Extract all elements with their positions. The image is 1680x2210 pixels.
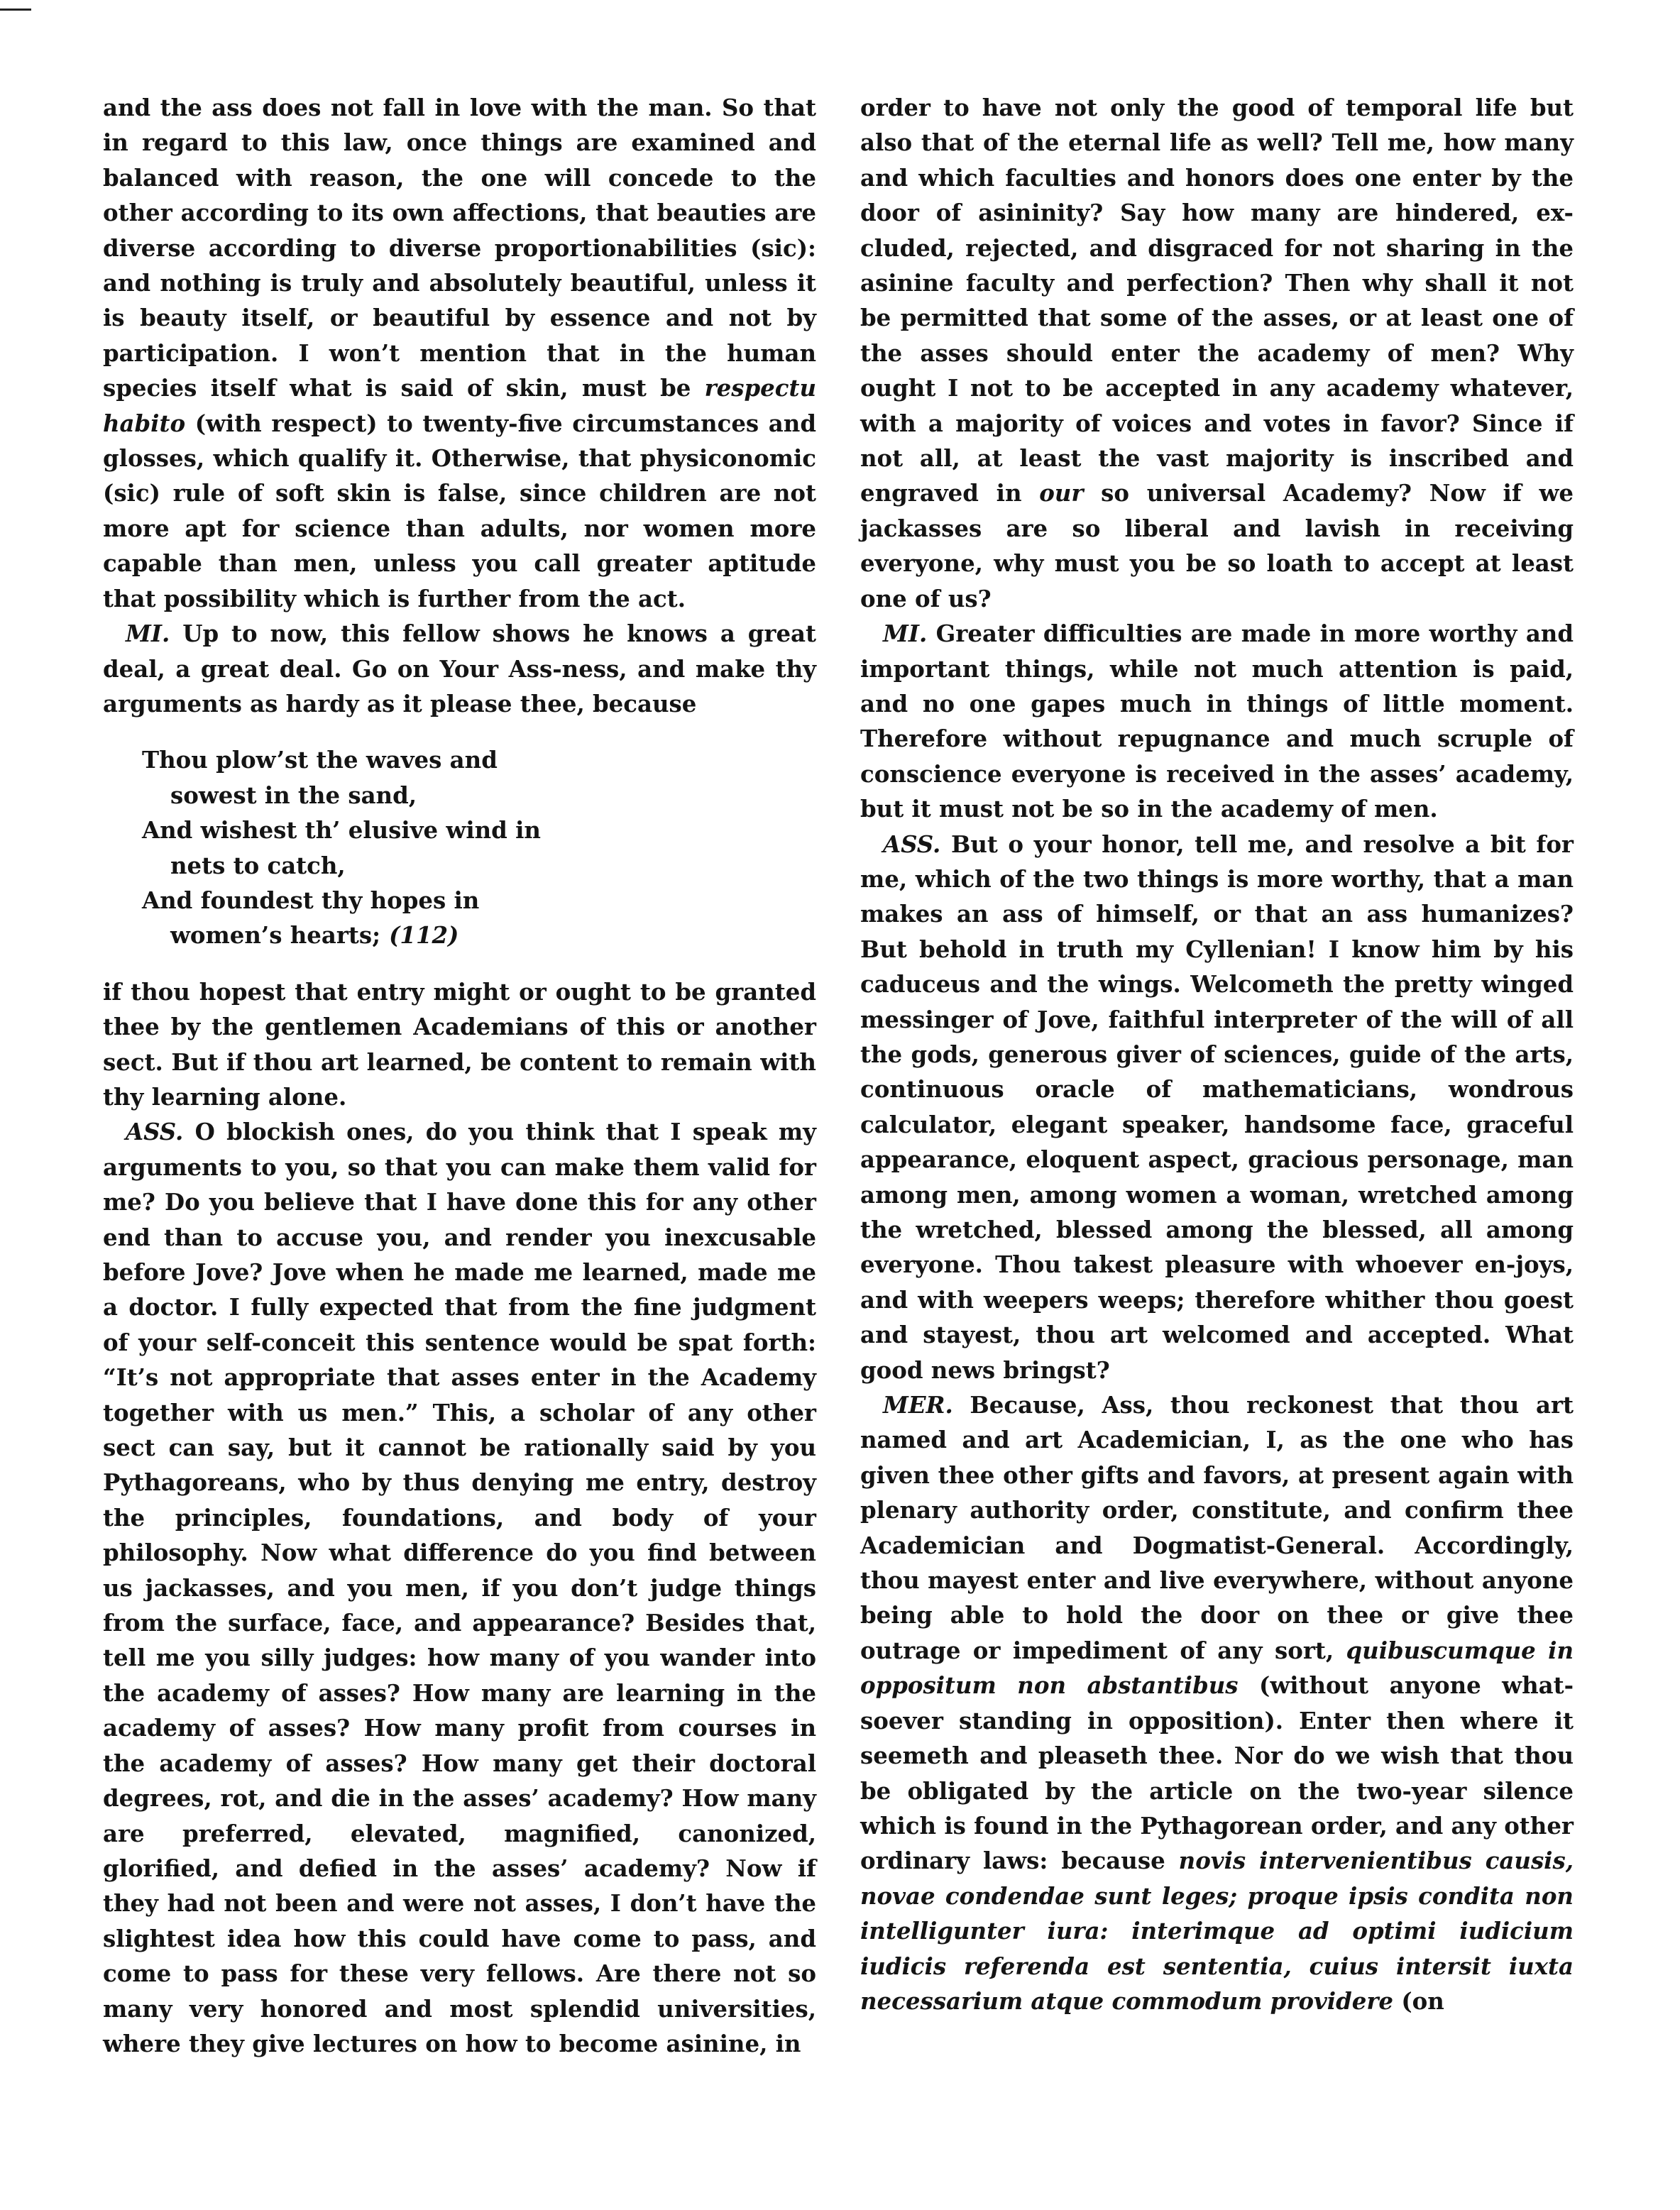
verse-line: Thou plow’st the waves and xyxy=(142,747,498,774)
paragraph-text: order to have not only the good of temporal life but also that of the eternal life as well? Tell me, how many and which faculties and honors does one enter by the door of asininity? Say how many are hindered, ex-cluded, rejected, and disgraced for not sharing in the asinine faculty and perfection? Then why shall it not be permitted that some of the asses, or at least one of the asses should enter the academy of men? Why ought I not to be accepted in any academy whatever, with a majority of voices and votes in favor? Since if not all, at least the vast majority is inscribed and engraved in xyxy=(860,94,1574,507)
verse-line-with-ref xyxy=(103,918,816,953)
verse-line: sowest in the sand, xyxy=(170,781,417,809)
speaker-label: ASS. xyxy=(126,1118,184,1146)
paragraph-text: Greater difficulties are made in more worthy and important things, while not much attention is paid, and no one gapes much in things of little moment. Therefore without repugnance and much scruple of conscience everyone is received in the asses’ academy, but it must not be so in the academy of men. xyxy=(860,620,1574,823)
left-column xyxy=(103,91,816,2062)
footnote-reference: (112) xyxy=(389,922,459,950)
speaker-label: MI. xyxy=(126,620,170,648)
paragraph xyxy=(860,617,1574,827)
paragraph-text: and the ass does not fall in love with the man. So that in regard to this law, once things are examined and balanced with reason, the one will concede to the other according to its own affections, that beauties are diverse according to diverse proportionabilities (sic): and nothing is truly and absolutely beautiful, unless it is beauty itself, or beautiful by essence and not by participation. I won’t mention that in the human species itself what is said of skin, must be xyxy=(103,94,816,402)
paragraph-text: (without anyone what-soever standing in opposition). Enter then where it seemeth and pleaseth thee. Nor do we wish that thou be obligated by the article on the two-year silence which is found in the Pythagorean order, and any other ordinary laws: because xyxy=(860,1672,1574,1875)
paragraph-text: But o your honor, tell me, and resolve a bit for me, which of the two things is more worthy, that a man makes an ass of himself, or that an ass humanizes? But behold in truth my Cyllenian! I know him by his caduceus and the wings. Welcometh the pretty winged messinger of Jove, faithful interpreter of the will of all the gods, generous giver of sciences, guide of the arts, continuous oracle of mathematicians, wondrous calculator, elegant speaker, handsome face, graceful appearance, eloquent aspect, gracious personage, man among men, among women a woman, wretched among the wretched, blessed among the blessed, all among everyone. Thou takest pleasure with whoever en-joys, and with weepers weeps; therefore whither thou goest and stayest, thou art welcomed and accepted. What good news bringst? xyxy=(860,830,1574,1384)
paragraph-text: so universal Academy? Now if we jackasses are so liberal and lavish in receiving everyone, why must you be so loath to accept at least one of us? xyxy=(860,480,1574,612)
paragraph xyxy=(860,1388,1574,2019)
paragraph xyxy=(103,91,816,617)
latin-phrase: quibuscumque in oppositum non abstantibus xyxy=(860,1637,1574,1700)
speaker-label: ASS. xyxy=(883,830,941,858)
right-column xyxy=(860,91,1574,2019)
speaker-label: MI. xyxy=(883,620,928,648)
paragraph-text: (with respect) to twenty-five circumstances and glosses, which qualify it. Otherwise, that physiconomic (sic) rule of soft skin is false, since children are not more apt for science than adults, nor women more capable than men, unless you call greater aptitude that possibility which is further from the act. xyxy=(103,409,816,612)
paragraph-text: (on xyxy=(1401,1987,1444,2015)
verse-line: nets to catch, xyxy=(170,852,346,879)
paragraph-text: O blockish ones, do you think that I speak my arguments to you, so that you can make them valid for me? Do you believe that I have done this for any other end than to accuse you, and render you inexcusable before Jove? Jove when he made me learned, made me a doctor. I fully expected that from the fine judgment of your self-conceit this sentence would be spat forth: “It’s not appropriate that asses enter in the Academy together with us men.” This, a scholar of any other sect can say, but it cannot be rationally said by you Pythagoreans, who by thus denying me entry, destroy the principles, foundations, and body of your philosophy. Now what difference do you find between us jackasses, and you men, if you don’t judge things from the surface, face, and appearance? Besides that, tell me you silly judges: how many of you wander into the academy of asses? How many are learning in the academy of asses? How many profit from courses in the academy of asses? How many get their doctoral degrees, rot, and die in the asses’ academy? How many are preferred, elevated, magnified, canonized, glorified, and defied in the asses’ academy? Now if they had not been and were not asses, I don’t have the slightest idea how this could have come to pass, and come to pass for these very fellows. Are there not so many very honored and most splendid universities, where they give lectures on how to become asinine, in xyxy=(103,1118,817,2057)
paragraph-text: Because, Ass, thou reckonest that thou art named and art Academician, I, as the one who has given thee other gifts and favors, at present again with plenary authority order, constitute, and confirm thee Academician and Dogmatist-General. Accordingly, thou mayest enter and live everywhere, without anyone being able to hold the door on thee or give thee outrage or impediment of any sort, xyxy=(860,1392,1574,1664)
scan-corner-mark xyxy=(0,9,31,11)
verse-line-text: women’s hearts; xyxy=(170,922,381,950)
paragraph xyxy=(103,975,816,1116)
paragraph xyxy=(103,1115,816,2062)
paragraph xyxy=(860,828,1574,1389)
speaker-label: MER. xyxy=(883,1392,953,1419)
latin-phrase: novis intervenientibus causis, novae condendae sunt leges; proque ipsis condita non intelligunter iura: interimque ad optimi iudicium iudicis referenda est sententia, cuius intersit iuxta necessarium atque commodum providere xyxy=(860,1847,1574,2015)
italic-word: our xyxy=(1039,480,1084,507)
verse-quote xyxy=(103,743,816,953)
verse-line: And wishest th’ elusive wind in xyxy=(142,817,541,845)
paragraph xyxy=(860,91,1574,617)
latin-phrase: respectu habito xyxy=(103,375,816,437)
verse-line: And foundest thy hopes in xyxy=(142,886,480,914)
paragraph-text: Up to now, this fellow shows he knows a great deal, a great deal. Go on Your Ass-ness, and make thy arguments as hardy as it please thee, because xyxy=(103,620,817,718)
paragraph-text: if thou hopest that entry might or ought to be granted thee by the gentlemen Academians of this or another sect. But if thou art learned, be content to remain with thy learning alone. xyxy=(103,978,816,1111)
paragraph xyxy=(103,617,816,722)
